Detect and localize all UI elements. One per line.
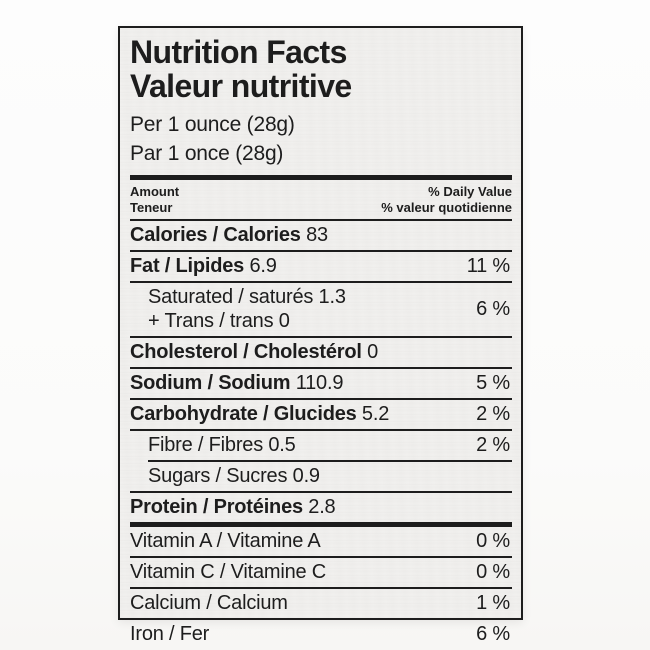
amount-header <box>130 184 179 216</box>
daily-value-header-english: % Daily Value <box>428 184 512 200</box>
daily-value-percent: 1 % <box>476 592 510 615</box>
nutrient-name: Protein / Protéines 2.8 <box>130 496 336 519</box>
daily-value-percent: 6 % <box>476 298 510 321</box>
nutrient-row <box>130 558 512 587</box>
nutrient-name: Vitamin A / Vitamine A <box>130 530 321 553</box>
title-french: Valeur nutritive <box>130 67 352 104</box>
daily-value-percent: 11 % <box>466 255 510 278</box>
amount-header-english: Amount <box>130 184 180 200</box>
nutrient-row <box>130 589 512 618</box>
daily-value-percent: 5 % <box>476 372 510 395</box>
nutrient-name: Sodium / Sodium 110.9 <box>130 372 344 395</box>
nutrient-table <box>130 221 512 649</box>
nutrient-row <box>130 252 512 281</box>
nutrient-row <box>130 400 512 429</box>
nutrient-row <box>130 283 512 336</box>
nutrient-name: Iron / Fer <box>130 623 210 646</box>
daily-value-percent: 2 % <box>476 403 510 426</box>
daily-value-header-french: % valeur quotidienne <box>381 200 512 216</box>
nutrient-name: Fibre / Fibres 0.5 <box>148 434 296 457</box>
nutrient-name: Saturated / saturés 1.3 + Trans / trans 0 <box>148 286 346 333</box>
nutrient-name: Sugars / Sucres 0.9 <box>148 465 320 488</box>
nutrient-row <box>130 369 512 398</box>
serving-size-french: Par 1 once (28g) <box>130 142 284 166</box>
nutrient-row <box>130 462 512 491</box>
column-header <box>130 180 512 219</box>
daily-value-percent: 2 % <box>476 434 510 457</box>
nutrient-row <box>130 493 512 522</box>
daily-value-header <box>381 184 512 216</box>
nutrient-row <box>130 338 512 367</box>
nutrient-name: Cholesterol / Cholestérol 0 <box>130 341 378 364</box>
nutrient-row <box>130 431 512 460</box>
nutrient-name: Calcium / Calcium <box>130 592 288 615</box>
daily-value-percent: 0 % <box>476 561 510 584</box>
daily-value-percent: 0 % <box>476 530 510 553</box>
nutrient-name: Fat / Lipides 6.9 <box>130 255 277 278</box>
nutrition-facts-label <box>118 26 523 646</box>
nutrient-name: Carbohydrate / Glucides 5.2 <box>130 403 390 426</box>
amount-header-french: Teneur <box>130 200 173 216</box>
serving-size-english: Per 1 ounce (28g) <box>130 113 295 137</box>
nutrient-row <box>130 527 512 556</box>
nutrient-row <box>130 221 512 250</box>
daily-value-percent: 6 % <box>476 623 510 646</box>
nutrient-name: Calories / Calories 83 <box>130 224 328 247</box>
nutrient-row <box>130 620 512 649</box>
nutrient-name: Vitamin C / Vitamine C <box>130 561 327 584</box>
title-english: Nutrition Facts <box>130 34 347 70</box>
